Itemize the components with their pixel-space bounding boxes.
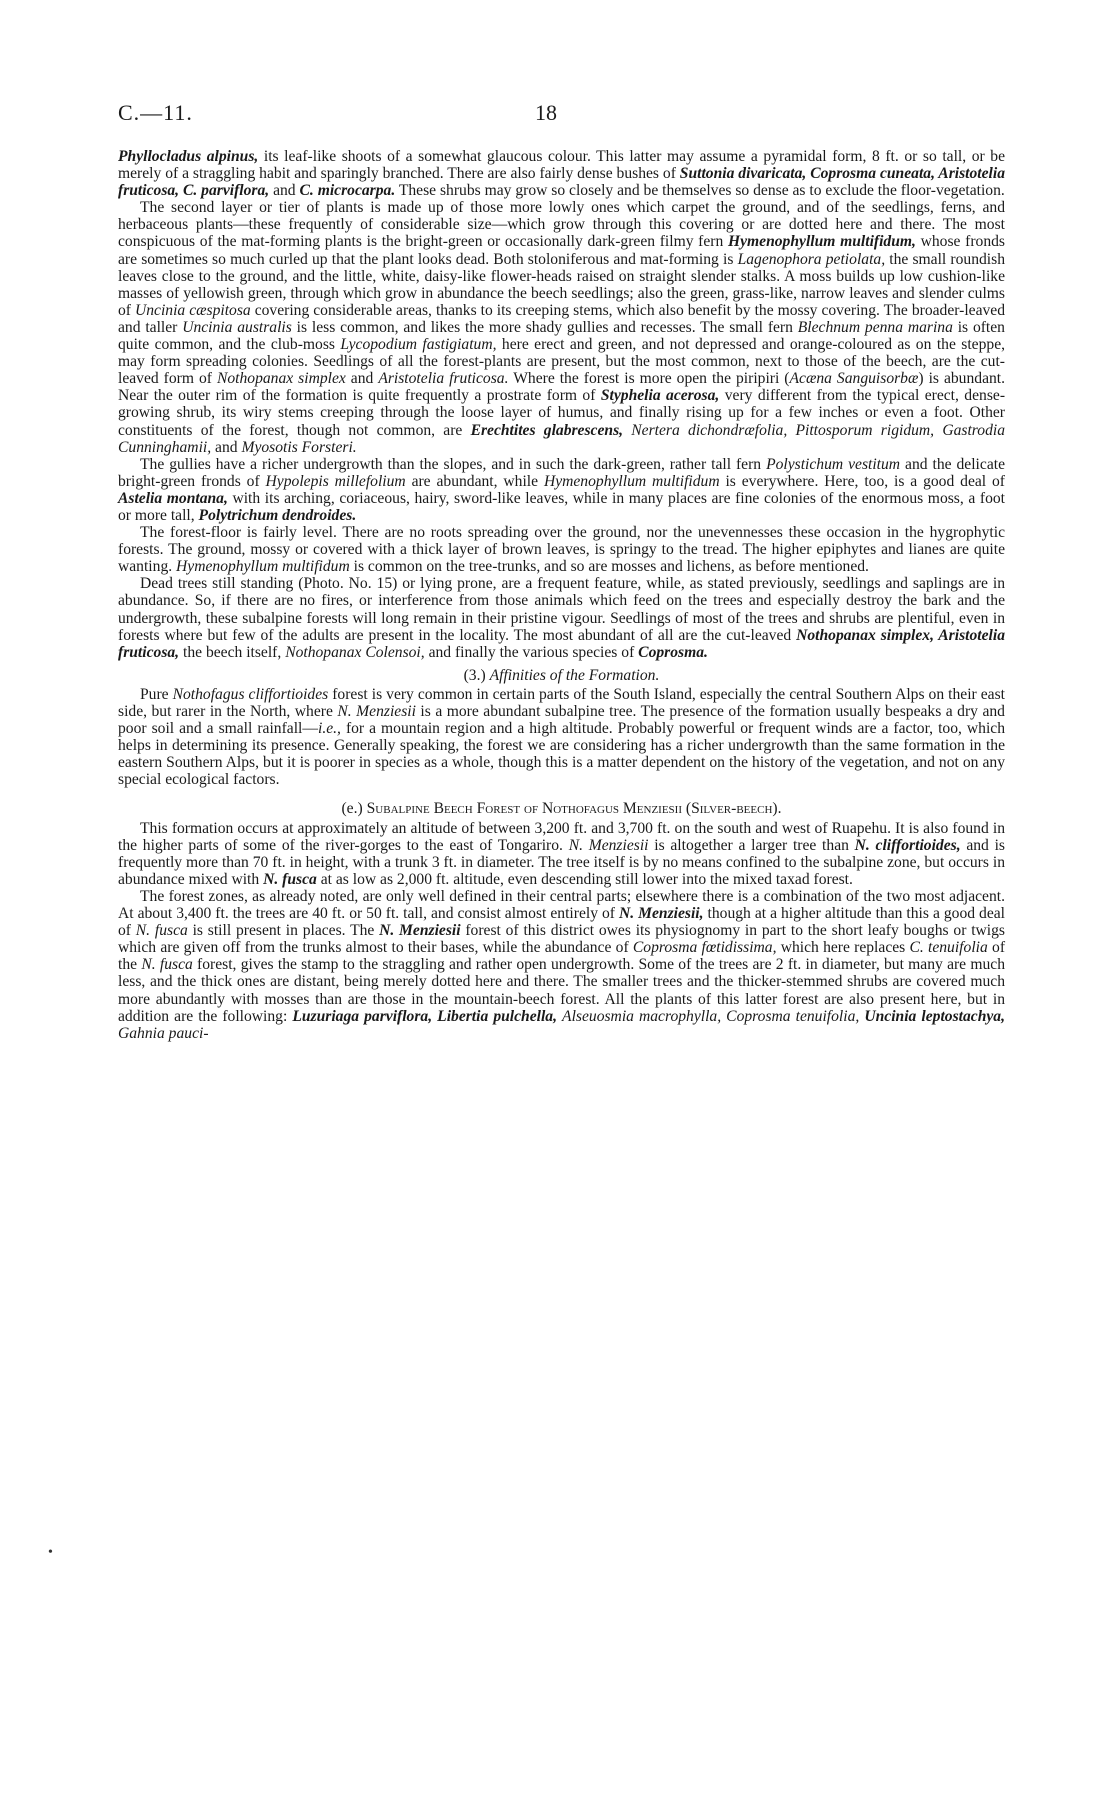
section-letter: (e.) [341, 800, 363, 818]
section-number: (3.) [463, 666, 486, 684]
page-number: 18 [535, 100, 557, 125]
body-text [118, 148, 1005, 1042]
paragraph: Phyllocladus alpinus, its leaf-like shoots of a somewhat glaucous colour. This latter may assume a pyramidal form, 8 ft. or so tall, or be merely of a straggling habit and sparingly branched. There are also fairly dense bushes of Suttonia divaricata, Coprosma cuneata, Aristotelia fruticosa, C. parviflora, and C. microcarpa. These shrubs may grow so closely and be themselves so dense as to exclude the floor-vegetation. [118, 148, 1006, 200]
paragraph: Pure Nothofagus cliffortioides forest is very common in certain parts of the South Island, especially the central Southern Alps on their east side, but rarer in the North, where N. Menziesii is a more abundant subalpine tree. The presence of the formation usually bespeaks a dry and poor soil and a small rainfall—i.e., for a mountain region and a high altitude. Probably powerful or frequent winds are a factor, too, which helps in determining its presence. Generally speaking, the forest we are considering has a richer undergrowth than the same formation in the eastern Southern Alps, but it is poorer in species as a whole, though this is a matter dependent on the history of the vegetation, and not on any special ecological factors. [118, 685, 1006, 789]
margin-dot: • [48, 1545, 53, 1560]
paragraph: Dead trees still standing (Photo. No. 15) or lying prone, are a frequent feature, while, as stated previously, seedlings and saplings are in abundance. So, if there are no fires, or interference from those animals which feed on the trees and especially destroy the bark and the undergrowth, these subalpine forests will long remain in their pristine vigour. Seedlings of most of the trees and shrubs are plentiful, even in forests where but few of the adults are present in the locality. The most abundant of all are the cut-leaved Nothopanax simplex, Aristotelia fruticosa, the beech itself, Nothopanax Colensoi, and finally the various species of Coprosma. [118, 575, 1005, 661]
report-code: C.—11. [118, 100, 193, 125]
section-subtitle: (Silver-beech). [685, 800, 782, 818]
paragraph: The second layer or tier of plants is made up of those more lowly ones which carpet the ground, and of the seedlings, ferns, and herbaceous plants—these frequently of considerable size—which grow through this covering or are dotted here and there. The most conspicuous of the mat-forming plants is the bright-green or occasionally dark-green filmy fern Hymenophyllum multifidum, whose fronds are sometimes so much curled up that the plant looks dead. Both stoloniferous and mat-forming is Lagenophora petiolata, the small roundish leaves close to the ground, and the little, white, daisy-like flower-heads raised on straight slender stalks. A moss builds up low cushion-like masses of yellowish green, through which grow in abundance the beech seedlings; also the green, grass-like, narrow leaves and slender culms of Uncinia cæspitosa covering considerable areas, thanks to its creeping stems, which also benefit by the mossy covering. The broader-leaved and taller Uncinia australis is less common, and likes the more shady gullies and recesses. The small fern Blechnum penna marina is often quite common, and the club-moss Lycopodium fastigiatum, here erect and green, and not depressed and orange-coloured as on the steppe, may form spreading colonies. Seedlings of all the forest-plants are present, but the most common, next to those of the beech, are the cut-leaved form of Nothopanax simplex and Aristotelia fruticosa. Where the forest is more open the piripiri (Acæna Sanguisorbæ) is abundant. Near the outer rim of the formation is quite frequently a prostrate form of Styphelia acerosa, very different from the typical erect, dense-growing shrub, its wiry stems creeping through the loose layer of humus, and finally rising up for a few inches or even a foot. Other constituents of the forest, though not common, are Erechtites glabrescens, Nertera dichondræfolia, Pittosporum rigidum, Gastrodia Cunninghamii, and Myosotis Forsteri. [118, 199, 1006, 456]
section-title: Affinities of the Formation. [489, 666, 660, 684]
paragraph: The gullies have a richer undergrowth than the slopes, and in such the dark-green, rather tall fern Polystichum vestitum and the delicate bright-green fronds of Hypolepis millefolium are abundant, while Hymenophyllum multifidum is everywhere. Here, too, is a good deal of Astelia montana, with its arching, coriaceous, hairy, sword-like leaves, while in many places are fine colonies of the enormous moss, a foot or more tall, Polytrichum dendroides. [118, 455, 1005, 524]
paragraph: The forest-floor is fairly level. There are no roots spreading over the ground, nor the unevennesses these occasion in the hygrophytic forests. The ground, mossy or covered with a thick layer of brown leaves, is springy to the tread. The higher epiphytes and lianes are quite wanting. Hymenophyllum multifidum is common on the tree-trunks, and so are mosses and lichens, as before mentioned. [118, 524, 1005, 576]
section-heading [118, 800, 1005, 817]
section-heading [118, 667, 1005, 684]
section-title: Subalpine Beech Forest of Nothofagus Menziesii [366, 800, 682, 818]
paragraph: This formation occurs at approximately an altitude of between 3,200 ft. and 3,700 ft. on the south and west of Ruapehu. It is also found in the higher parts of some of the river-gorges to the east of Tongariro. N. Menziesii is altogether a larger tree than N. cliffortioides, and is frequently more than 70 ft. in height, with a trunk 3 ft. in diameter. The tree itself is by no means confined to the subalpine zone, but occurs in abundance mixed with N. fusca at as low as 2,000 ft. altitude, even descending still lower into the mixed taxad forest. [118, 819, 1005, 888]
paragraph: The forest zones, as already noted, are only well defined in their central parts; elsewhere there is a combination of the two most adjacent. At about 3,400 ft. the trees are 40 ft. or 50 ft. tall, and consist almost entirely of N. Menziesii, though at a higher altitude than this a good deal of N. fusca is still present in places. The N. Menziesii forest of this district owes its physiognomy in part to the short leafy boughs or twigs which are given off from the trunks almost to their bases, while the abundance of Coprosma fœtidissima, which here replaces C. tenuifolia of the N. fusca forest, gives the stamp to the straggling and rather open undergrowth. Some of the trees are 2 ft. in diameter, but many are much less, and the thick ones are distant, being merely dotted here and there. The smaller trees and the thicker-stemmed shrubs are covered much more abundantly with mosses than are those in the mountain-beech forest. All the plants of this latter forest are also present here, but in addition are the following: Luzuriaga parviflora, Libertia pulchella, Alseuosmia macrophylla, Coprosma tenuifolia, Uncinia leptostachya, Gahnia pauci- [118, 887, 1006, 1042]
